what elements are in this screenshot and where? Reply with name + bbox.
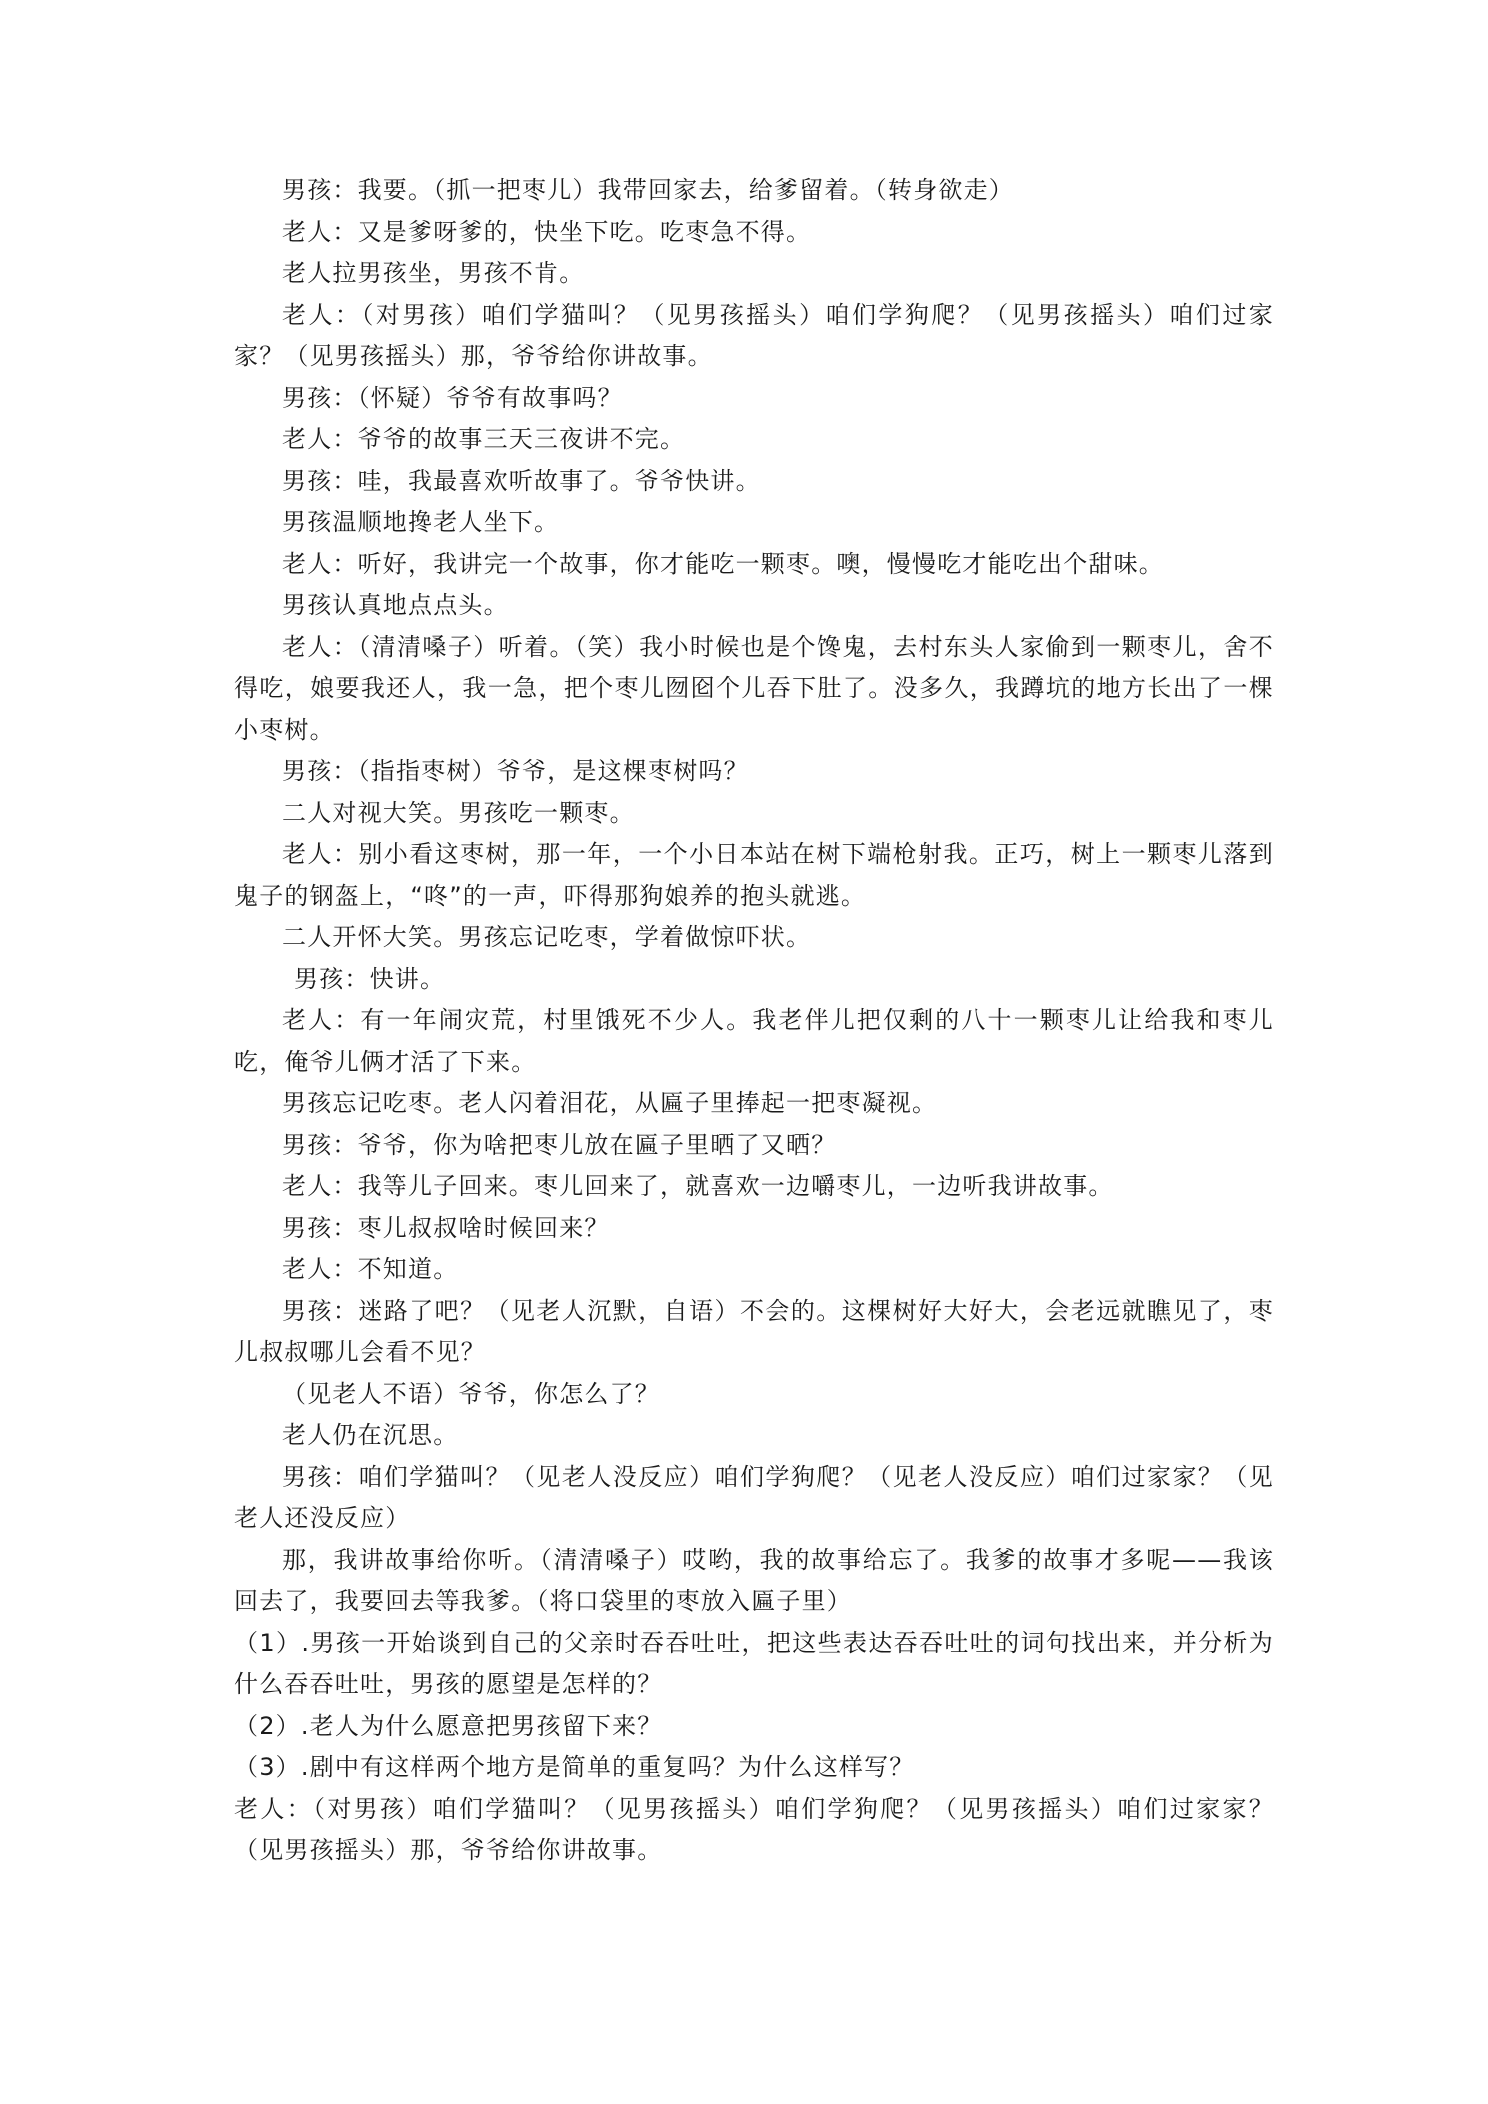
dialogue-paragraph: （见老人不语）爷爷，你怎么了？ — [282, 1379, 660, 1408]
dialogue-paragraph: 男孩：枣儿叔叔啥时候回来？ — [282, 1213, 610, 1242]
dialogue-paragraph: 男孩：我要。（抓一把枣儿）我带回家去，给爹留着。（转身欲走） — [282, 176, 1014, 204]
dialogue-paragraph: 老人：我等儿子回来。枣儿回来了，就喜欢一边嚼枣儿，一边听我讲故事。 — [282, 1172, 1114, 1200]
dialogue-paragraph: 老人：不知道。 — [282, 1255, 459, 1283]
dialogue-paragraph: 老人：（清清嗓子）听着。（笑）我小时候也是个馋鬼，去村东头人家偷到一颗枣儿，舍不得吃，娘要我还人，我一急，把个枣儿囫囵个儿吞下肚了。没多久，我蹲坑的地方长出了一棵小枣树。 — [234, 632, 1274, 744]
dialogue-paragraph: 男孩：爷爷，你为啥把枣儿放在匾子里晒了又晒？ — [282, 1130, 837, 1159]
stage-direction: 男孩忘记吃枣。老人闪着泪花，从匾子里捧起一把枣凝视。 — [282, 1089, 938, 1117]
stage-direction: 男孩温顺地搀老人坐下。 — [282, 508, 560, 536]
stage-direction: 男孩认真地点点头。 — [282, 591, 509, 619]
question-item: （1）.男孩一开始谈到自己的父亲时吞吞吐吐，把这些表达吞吞吐吐的词句找出来，并分析为什么吞吞吐吐，男孩的愿望是怎样的？ — [234, 1628, 1274, 1698]
dialogue-paragraph: 老人：又是爹呀爹的，快坐下吃。吃枣急不得。 — [282, 217, 812, 246]
dialogue-paragraph: 老人：有一年闹灾荒，村里饿死不少人。我老伴儿把仅剩的八十一颗枣儿让给我和枣儿吃，俺爷儿俩才活了下来。 — [234, 1006, 1274, 1076]
stage-direction: 二人对视大笑。男孩吃一颗枣。 — [282, 798, 635, 827]
dialogue-paragraph: 男孩：哇，我最喜欢听故事了。爷爷快讲。 — [282, 466, 761, 495]
stage-direction: 老人仍在沉思。 — [282, 1421, 459, 1449]
dialogue-paragraph: 老人：听好，我讲完一个故事，你才能吃一颗枣。噢，慢慢吃才能吃出个甜味。 — [282, 549, 1164, 578]
stage-direction: 老人拉男孩坐，男孩不肯。 — [282, 259, 585, 287]
dialogue-paragraph: 男孩：咱们学猫叫？（见老人没反应）咱们学狗爬？（见老人没反应）咱们过家家？（见老人还没反应） — [234, 1462, 1274, 1532]
dialogue-paragraph: 那，我讲故事给你听。（清清嗓子）哎哟，我的故事给忘了。我爹的故事才多呢——我该回去了，我要回去等我爹。（将口袋里的枣放入匾子里） — [234, 1545, 1274, 1615]
dialogue-paragraph: 男孩：快讲。 — [294, 964, 446, 993]
dialogue-paragraph: 老人：别小看这枣树，那一年，一个小日本站在树下端枪射我。正巧，树上一颗枣儿落到鬼子的钢盔上，“咚”的一声，吓得那狗娘养的抱头就逃。 — [234, 840, 1274, 910]
dialogue-paragraph: 老人：爷爷的故事三天三夜讲不完。 — [282, 425, 686, 453]
dialogue-paragraph: 男孩：（怀疑）爷爷有故事吗？ — [282, 383, 623, 412]
document-page — [234, 170, 1274, 1872]
question-item: （3）.剧中有这样两个地方是简单的重复吗？为什么这样写？ — [234, 1753, 915, 1781]
quoted-dialogue: 老人：（对男孩）咱们学猫叫？（见男孩摇头）咱们学狗爬？（见男孩摇头）咱们过家家？（见男孩摇头）那，爷爷给你讲故事。 — [234, 1794, 1274, 1864]
stage-direction: 二人开怀大笑。男孩忘记吃枣，学着做惊吓状。 — [282, 923, 812, 951]
question-item: （2）.老人为什么愿意把男孩留下来？ — [234, 1711, 663, 1740]
dialogue-paragraph: 男孩：（指指枣树）爷爷，是这棵枣树吗？ — [282, 757, 749, 785]
dialogue-paragraph: 老人：（对男孩）咱们学猫叫？（见男孩摇头）咱们学狗爬？（见男孩摇头）咱们过家家？（见男孩摇头）那，爷爷给你讲故事。 — [234, 300, 1274, 370]
dialogue-paragraph: 男孩：迷路了吧？（见老人沉默，自语）不会的。这棵树好大好大，会老远就瞧见了，枣儿叔叔哪儿会看不见？ — [234, 1296, 1274, 1366]
